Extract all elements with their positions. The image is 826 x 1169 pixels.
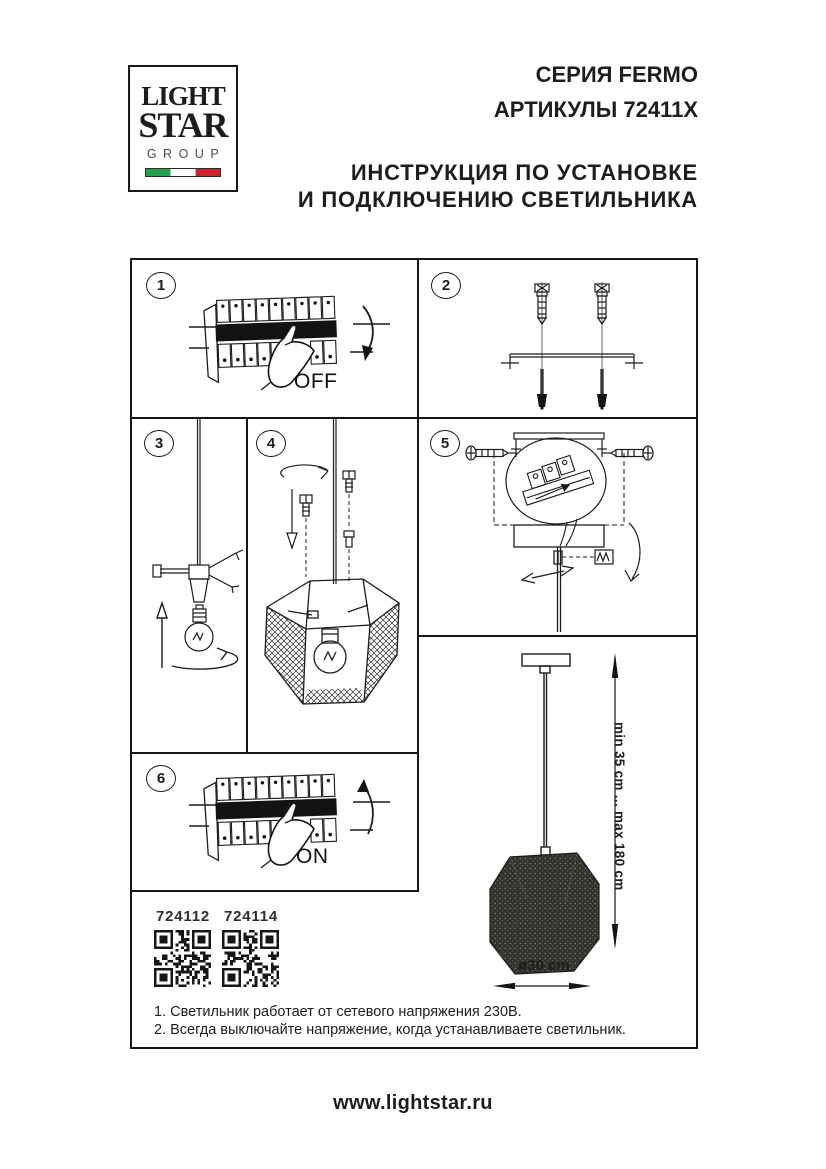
flag-green-segment bbox=[146, 169, 170, 176]
flag-red-segment bbox=[196, 169, 220, 176]
qr-code-724112 bbox=[154, 930, 211, 987]
shade-assembly-illustration bbox=[248, 419, 419, 754]
product-code-724114: 724114 bbox=[224, 908, 279, 925]
italy-flag-bar bbox=[145, 168, 221, 177]
logo-word-group: GROUP bbox=[146, 147, 226, 161]
logo-word-star: STAR bbox=[138, 105, 228, 145]
ceiling-mount-illustration bbox=[419, 419, 698, 635]
grid-divider-h4 bbox=[132, 890, 419, 892]
breaker-off-illustration bbox=[187, 282, 392, 414]
note-1: 1. Светильник работает от сетевого напряжения 230В. bbox=[154, 1004, 522, 1020]
step-6-label: ON bbox=[296, 845, 329, 868]
assembled-lamp-illustration bbox=[419, 637, 698, 1049]
step-1-label: OFF bbox=[294, 370, 338, 393]
suspension-height-label: min 35 cm ... max 180 cm bbox=[612, 722, 627, 891]
website-url: www.lightstar.ru bbox=[333, 1092, 493, 1114]
step-2-number: 2 bbox=[431, 272, 461, 299]
breaker-on-illustration bbox=[187, 760, 392, 888]
product-code-724112: 724112 bbox=[156, 908, 211, 925]
step-1-number: 1 bbox=[146, 272, 176, 299]
step-4-number: 4 bbox=[256, 430, 286, 457]
instruction-grid bbox=[130, 258, 698, 1049]
flag-white-segment bbox=[170, 169, 196, 176]
diameter-label: ø30 cm bbox=[518, 957, 570, 974]
header-text bbox=[298, 62, 698, 213]
step-6-number: 6 bbox=[146, 765, 176, 792]
instruction-title-line1: ИНСТРУКЦИЯ ПО УСТАНОВКЕ bbox=[350, 160, 698, 185]
lightstar-logo bbox=[128, 65, 238, 192]
mounting-hardware-illustration bbox=[482, 276, 662, 414]
bulb-install-illustration bbox=[132, 419, 246, 752]
note-2: 2. Всегда выключайте напряжение, когда устанавливаете светильник. bbox=[154, 1021, 626, 1038]
logo-word-light: LIGHT bbox=[141, 81, 225, 111]
article-number: АРТИКУЛЫ 72411X bbox=[493, 97, 698, 122]
step-3-number: 3 bbox=[144, 430, 174, 457]
series-title: СЕРИЯ FERMO bbox=[535, 62, 698, 87]
instruction-title-line2: И ПОДКЛЮЧЕНИЮ СВЕТИЛЬНИКА bbox=[297, 187, 698, 212]
qr-code-724114 bbox=[222, 930, 279, 987]
instruction-title bbox=[298, 159, 698, 213]
step-5-number: 5 bbox=[430, 430, 460, 457]
